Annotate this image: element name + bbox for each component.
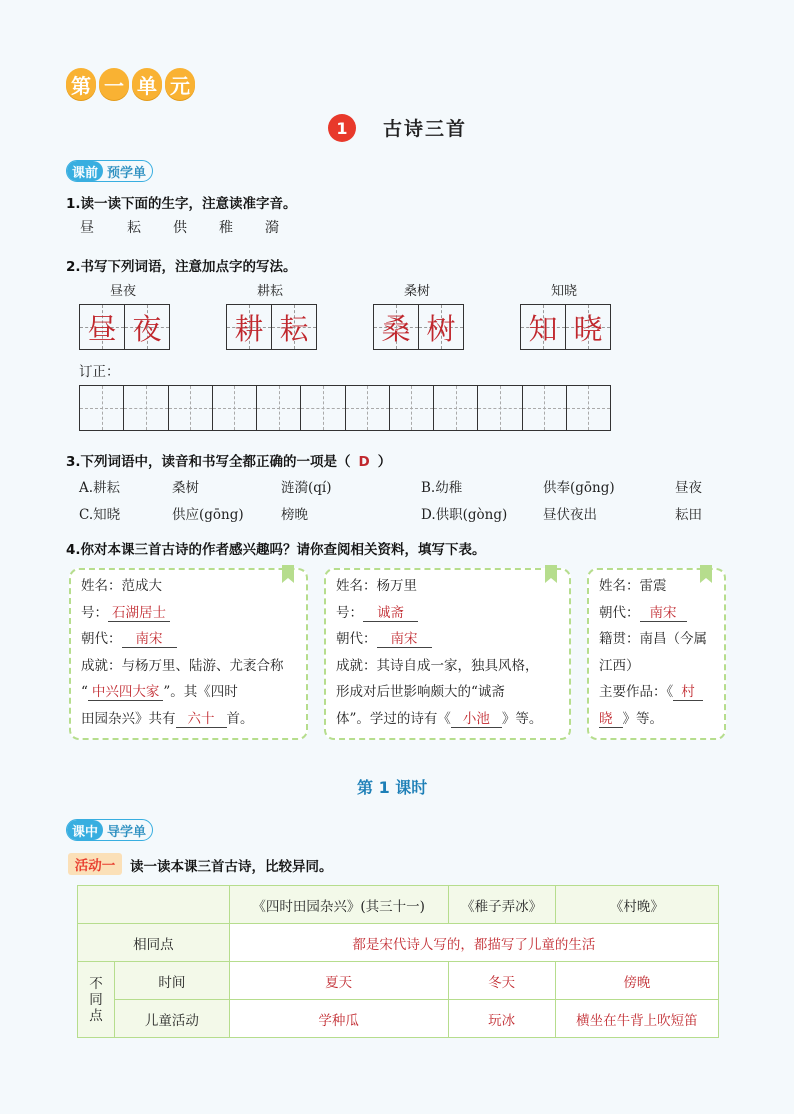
q1-char: 供 — [173, 220, 187, 236]
table-label: 时间 — [115, 962, 230, 1000]
question-1: 1.读一读下面的生字，注意读准字音。 — [66, 196, 297, 212]
in-tag-sub: 导学单 — [107, 824, 147, 840]
correction-grid[interactable] — [79, 385, 611, 431]
card-name: 姓名：杨万里 — [336, 578, 417, 594]
unit-badge-char: 单 — [132, 68, 162, 100]
table-cell[interactable]: 夏天 — [229, 962, 448, 1000]
table-cell[interactable]: 傍晚 — [555, 962, 718, 1000]
fill-blank[interactable]: 村 — [673, 684, 703, 701]
option: C.知晓 — [79, 507, 121, 523]
table-cell[interactable]: 都是宋代诗人写的，都描写了儿童的生活 — [229, 924, 718, 962]
lesson-hour-title: 第 1 课时 — [357, 778, 428, 797]
text: ”。其《四时 — [163, 684, 238, 700]
pre-tag-sub: 预学单 — [107, 165, 147, 181]
card-works — [599, 706, 714, 733]
lesson-number: 1 — [328, 114, 356, 142]
table-cell[interactable]: 冬天 — [448, 962, 555, 1000]
card-ach — [336, 706, 559, 733]
label: 朝代： — [336, 631, 377, 647]
label: 号： — [336, 604, 363, 621]
word-pinyin: 耕耘 — [256, 284, 283, 299]
fill-blank[interactable]: 晓 — [599, 711, 623, 728]
table-label — [78, 962, 115, 1038]
card-dynasty — [599, 600, 714, 627]
table-header: 《村晚》 — [555, 886, 718, 924]
word-pinyin: 昼夜 — [109, 284, 136, 299]
card-ach: 形成对后世影响颇大的“诚斋 — [336, 684, 505, 700]
activity-tag: 活动一 — [68, 853, 122, 875]
fill-blank[interactable]: 小池 — [451, 711, 502, 728]
pre-study-tag — [66, 160, 153, 182]
in-class-tag — [66, 819, 153, 841]
grid-cell — [566, 305, 610, 349]
text: 田园杂兴》共有 — [81, 710, 176, 727]
card-works — [599, 679, 714, 706]
grid-cell — [374, 305, 419, 349]
table-row — [78, 886, 719, 924]
writing-grid — [79, 304, 170, 350]
text: 》等。 — [501, 710, 543, 727]
card-ach — [81, 706, 296, 733]
grid-char: 桑 — [381, 311, 411, 346]
fill-blank[interactable]: 石湖居士 — [108, 605, 170, 622]
lesson-title: 古诗三首 — [383, 118, 468, 140]
q3-close: ） — [377, 454, 392, 470]
grid-cell — [125, 305, 169, 349]
label: 号： — [81, 604, 108, 621]
fill-blank[interactable]: 南宋 — [640, 605, 687, 622]
grid-char: 树 — [426, 311, 456, 346]
label: 主要作品：《 — [599, 684, 674, 700]
option: 供应(gōng) — [172, 507, 244, 523]
unit-badge — [66, 68, 198, 100]
label: 朝代： — [599, 604, 640, 621]
card-ach — [81, 679, 296, 706]
question-4: 4.你对本课三首古诗的作者感兴趣吗？请你查阅相关资料，填写下表。 — [66, 542, 486, 558]
unit-badge-char: 一 — [99, 68, 129, 100]
card-ach: 成就：其诗自成一家，独具风格， — [336, 657, 539, 674]
fill-blank[interactable]: 中兴四大家 — [88, 684, 164, 701]
table-header: 《稚子弄冰》 — [448, 886, 555, 924]
card-name: 姓名：雷震 — [599, 578, 667, 594]
question-2: 2.书写下列词语，注意加点字的写法。 — [66, 259, 297, 275]
q1-char: 漪 — [265, 220, 279, 236]
q3-answer[interactable]: D — [358, 454, 370, 470]
grid-cell — [272, 305, 316, 349]
grid-char: 夜 — [132, 311, 162, 346]
q3-text: 3.下列词语中，读音和书写全都正确的一项是（ — [66, 454, 351, 470]
table-cell[interactable]: 横坐在牛背上吹短笛 — [555, 1000, 718, 1038]
in-tag-main: 课中 — [67, 820, 103, 840]
option: B.幼稚 — [421, 480, 463, 496]
fill-blank[interactable]: 南宋 — [122, 631, 177, 648]
unit-badge-char: 第 — [66, 68, 96, 100]
table-row — [78, 1000, 719, 1038]
grid-char: 耘 — [279, 311, 309, 346]
writing-grid — [520, 304, 611, 350]
table-row — [78, 924, 719, 962]
author-card-fan — [69, 568, 308, 740]
q1-char: 昼 — [80, 220, 94, 236]
table-cell — [78, 886, 230, 924]
grid-char: 晓 — [573, 311, 603, 346]
label: 朝代： — [81, 631, 122, 647]
table-label: 相同点 — [78, 924, 230, 962]
author-card-lei — [587, 568, 726, 740]
grid-cell — [80, 305, 125, 349]
option: A.耕耘 — [79, 480, 121, 496]
option: 昼伏夜出 — [543, 507, 597, 523]
grid-char: 知 — [528, 311, 558, 346]
card-hao — [81, 600, 296, 627]
option: 昼夜 — [675, 480, 702, 496]
table-cell[interactable]: 玩冰 — [448, 1000, 555, 1038]
table-header: 《四时田园杂兴》(其三十一) — [229, 886, 448, 924]
grid-cell — [227, 305, 272, 349]
card-origin: 籍贯：南昌（今属 — [599, 631, 707, 647]
option: 耘田 — [675, 507, 702, 523]
grid-cell — [521, 305, 566, 349]
word-pinyin: 桑树 — [403, 284, 430, 299]
grid-char: 昼 — [87, 311, 117, 346]
text: 体”。学过的诗有《 — [336, 710, 451, 727]
table-label: 儿童活动 — [115, 1000, 230, 1038]
fill-blank[interactable]: 诚斋 — [363, 605, 418, 622]
grid-char: 耕 — [234, 311, 264, 346]
writing-grid — [226, 304, 317, 350]
text: “ — [81, 684, 88, 700]
card-ach: 成就：与杨万里、陆游、尤袤合称 — [81, 657, 284, 674]
card-hao — [336, 600, 559, 627]
diff-label: 不同点 — [89, 975, 103, 1024]
author-card-yang — [324, 568, 571, 740]
q1-char: 稚 — [219, 220, 233, 236]
correction-label: 订正： — [79, 364, 120, 380]
text: 》等。 — [622, 710, 663, 727]
fill-blank[interactable]: 南宋 — [377, 631, 432, 648]
text: 首。 — [226, 710, 254, 727]
writing-grid — [373, 304, 464, 350]
table-cell[interactable]: 学种瓜 — [229, 1000, 448, 1038]
q1-char: 耘 — [127, 220, 141, 236]
grid-cell — [419, 305, 463, 349]
question-3 — [66, 450, 391, 470]
option: D.供职(gòng) — [421, 507, 508, 523]
option: 榜晚 — [281, 507, 308, 523]
card-dynasty — [81, 626, 296, 653]
card-dynasty — [336, 626, 559, 653]
word-pinyin: 知晓 — [550, 284, 577, 299]
card-name: 姓名：范成大 — [81, 578, 162, 594]
option: 涟漪(qí) — [281, 480, 332, 496]
option: 供奉(gōng) — [543, 480, 615, 496]
compare-table — [77, 885, 719, 1038]
card-origin: 江西） — [599, 657, 640, 674]
fill-blank[interactable]: 六十 — [176, 711, 227, 728]
option: 桑树 — [172, 480, 199, 496]
table-row — [78, 962, 719, 1000]
pre-tag-main: 课前 — [67, 161, 103, 181]
unit-badge-char: 元 — [165, 68, 195, 100]
activity-text: 读一读本课三首古诗，比较异同。 — [130, 859, 333, 875]
